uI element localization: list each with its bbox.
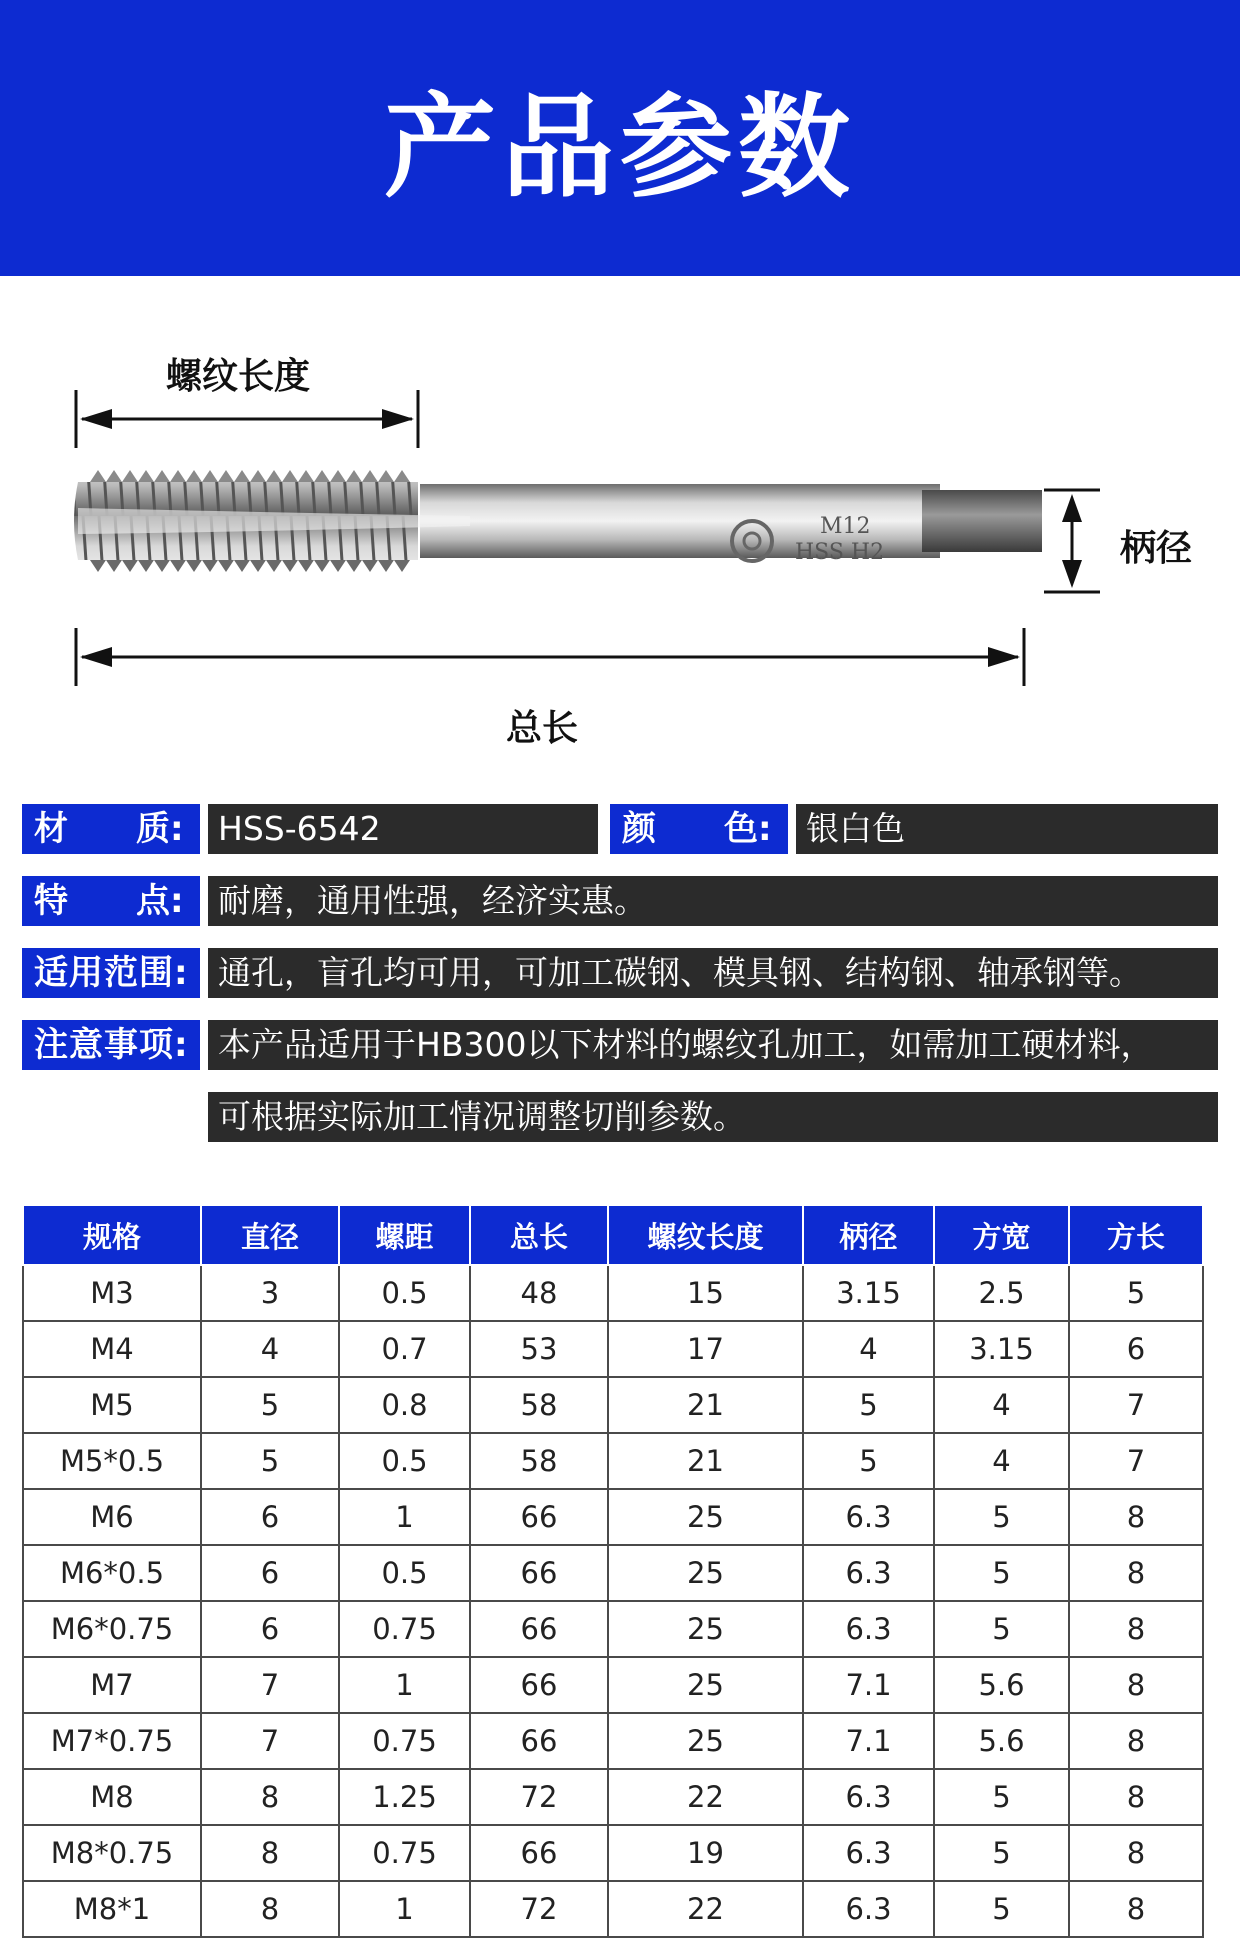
table-cell: M8*1 bbox=[23, 1881, 201, 1937]
table-cell: 58 bbox=[470, 1377, 608, 1433]
table-cell: 1.25 bbox=[339, 1769, 470, 1825]
table-cell: 8 bbox=[1069, 1713, 1203, 1769]
table-cell: 6.3 bbox=[803, 1545, 934, 1601]
table-cell: 7.1 bbox=[803, 1713, 934, 1769]
table-row bbox=[23, 1377, 1203, 1433]
feature-label: 特 点: bbox=[22, 876, 200, 926]
table-cell: 5 bbox=[934, 1489, 1069, 1545]
table-row bbox=[23, 1881, 1203, 1937]
table-cell: 21 bbox=[608, 1433, 803, 1489]
table-cell: 58 bbox=[470, 1433, 608, 1489]
table-cell: 22 bbox=[608, 1881, 803, 1937]
table-cell: 5.6 bbox=[934, 1713, 1069, 1769]
table-cell: 6.3 bbox=[803, 1769, 934, 1825]
table-cell: 17 bbox=[608, 1321, 803, 1377]
table-row bbox=[23, 1769, 1203, 1825]
table-cell: 5 bbox=[934, 1769, 1069, 1825]
table-cell: M8*0.75 bbox=[23, 1825, 201, 1881]
table-cell: 5.6 bbox=[934, 1657, 1069, 1713]
table-cell: 53 bbox=[470, 1321, 608, 1377]
table-cell: 0.75 bbox=[339, 1825, 470, 1881]
table-cell: 5 bbox=[934, 1601, 1069, 1657]
table-cell: 8 bbox=[1069, 1657, 1203, 1713]
col-header-thread-length: 螺纹长度 bbox=[608, 1205, 803, 1265]
table-cell: 4 bbox=[803, 1321, 934, 1377]
table-cell: 6 bbox=[201, 1601, 339, 1657]
table-cell: 5 bbox=[803, 1377, 934, 1433]
table-row bbox=[23, 1321, 1203, 1377]
table-cell: 25 bbox=[608, 1489, 803, 1545]
total-length-arrow-right bbox=[988, 647, 1020, 667]
feature-value: 耐磨，通用性强，经济实惠。 bbox=[208, 876, 1218, 926]
notice-value-line2: 可根据实际加工情况调整切削参数。 bbox=[208, 1092, 1218, 1142]
col-header-diameter: 直径 bbox=[201, 1205, 339, 1265]
table-cell: 22 bbox=[608, 1769, 803, 1825]
col-header-shank-diameter: 柄径 bbox=[803, 1205, 934, 1265]
color-value: 银白色 bbox=[796, 804, 1218, 854]
tap-dimension-diagram bbox=[0, 276, 1240, 796]
table-cell: 6.3 bbox=[803, 1489, 934, 1545]
table-cell: 2.5 bbox=[934, 1265, 1069, 1321]
table-cell: 0.7 bbox=[339, 1321, 470, 1377]
table-row bbox=[23, 1265, 1203, 1321]
col-header-pitch: 螺距 bbox=[339, 1205, 470, 1265]
table-cell: 3.15 bbox=[803, 1265, 934, 1321]
thread-length-arrow-right bbox=[382, 409, 414, 429]
table-cell: 5 bbox=[201, 1377, 339, 1433]
thread-length-label: 螺纹长度 bbox=[166, 356, 311, 397]
table-cell: 0.5 bbox=[339, 1265, 470, 1321]
table-cell: M5 bbox=[23, 1377, 201, 1433]
header-banner bbox=[0, 0, 1240, 276]
table-cell: 8 bbox=[201, 1825, 339, 1881]
table-cell: 5 bbox=[1069, 1265, 1203, 1321]
table-cell: 0.5 bbox=[339, 1433, 470, 1489]
table-cell: 66 bbox=[470, 1825, 608, 1881]
table-row bbox=[23, 1489, 1203, 1545]
total-length-arrow-left bbox=[80, 647, 112, 667]
table-cell: 6 bbox=[1069, 1321, 1203, 1377]
col-header-square-width: 方宽 bbox=[934, 1205, 1069, 1265]
table-cell: 1 bbox=[339, 1489, 470, 1545]
tap-square-end bbox=[922, 490, 1042, 552]
table-cell: 5 bbox=[201, 1433, 339, 1489]
table-cell: 7 bbox=[201, 1713, 339, 1769]
table-cell: M4 bbox=[23, 1321, 201, 1377]
table-row bbox=[23, 1545, 1203, 1601]
table-cell: M8 bbox=[23, 1769, 201, 1825]
thread-teeth-top bbox=[90, 470, 410, 482]
table-cell: M6*0.75 bbox=[23, 1601, 201, 1657]
tool-marking-line1: M12 bbox=[820, 514, 871, 539]
info-row-material-color bbox=[22, 804, 1218, 854]
table-cell: 8 bbox=[1069, 1489, 1203, 1545]
table-cell: 25 bbox=[608, 1601, 803, 1657]
table-cell: 7 bbox=[1069, 1377, 1203, 1433]
col-header-total-length: 总长 bbox=[470, 1205, 608, 1265]
table-cell: 66 bbox=[470, 1713, 608, 1769]
scope-label: 适用范围: bbox=[22, 948, 200, 998]
info-row-notice-cont bbox=[22, 1092, 1218, 1142]
table-cell: 6.3 bbox=[803, 1825, 934, 1881]
table-cell: 3.15 bbox=[934, 1321, 1069, 1377]
table-cell: 4 bbox=[934, 1433, 1069, 1489]
shank-arrow-bottom bbox=[1062, 560, 1082, 588]
table-row bbox=[23, 1601, 1203, 1657]
table-cell: 7.1 bbox=[803, 1657, 934, 1713]
table-cell: 21 bbox=[608, 1377, 803, 1433]
table-cell: 6.3 bbox=[803, 1601, 934, 1657]
scope-value: 通孔，盲孔均可用，可加工碳钢、模具钢、结构钢、轴承钢等。 bbox=[208, 948, 1218, 998]
table-row bbox=[23, 1713, 1203, 1769]
table-cell: 25 bbox=[608, 1713, 803, 1769]
table-cell: 5 bbox=[934, 1881, 1069, 1937]
table-cell: M5*0.5 bbox=[23, 1433, 201, 1489]
table-cell: 25 bbox=[608, 1657, 803, 1713]
table-cell: 8 bbox=[1069, 1881, 1203, 1937]
table-cell: M7 bbox=[23, 1657, 201, 1713]
shank-diameter-label: 柄径 bbox=[1120, 528, 1193, 569]
table-cell: 7 bbox=[1069, 1433, 1203, 1489]
table-cell: 8 bbox=[1069, 1769, 1203, 1825]
table-cell: 25 bbox=[608, 1545, 803, 1601]
table-cell: 72 bbox=[470, 1769, 608, 1825]
tool-marking-line2: HSS H2 bbox=[795, 540, 885, 565]
table-cell: 4 bbox=[201, 1321, 339, 1377]
table-cell: 0.75 bbox=[339, 1601, 470, 1657]
table-row bbox=[23, 1433, 1203, 1489]
shank-arrow-top bbox=[1062, 494, 1082, 522]
col-header-spec: 规格 bbox=[23, 1205, 201, 1265]
table-cell: 19 bbox=[608, 1825, 803, 1881]
table-cell: 4 bbox=[934, 1377, 1069, 1433]
table-cell: M7*0.75 bbox=[23, 1713, 201, 1769]
info-row-feature bbox=[22, 876, 1218, 926]
table-cell: 5 bbox=[934, 1545, 1069, 1601]
spec-table bbox=[22, 1204, 1204, 1938]
page-title: 产品参数 bbox=[384, 82, 856, 213]
col-header-square-length: 方长 bbox=[1069, 1205, 1203, 1265]
thread-length-arrow-left bbox=[80, 409, 112, 429]
table-cell: 3 bbox=[201, 1265, 339, 1321]
table-cell: 0.75 bbox=[339, 1713, 470, 1769]
table-cell: 66 bbox=[470, 1489, 608, 1545]
table-cell: M6*0.5 bbox=[23, 1545, 201, 1601]
table-cell: 6 bbox=[201, 1545, 339, 1601]
table-cell: 15 bbox=[608, 1265, 803, 1321]
table-cell: 8 bbox=[1069, 1545, 1203, 1601]
total-length-label: 总长 bbox=[506, 708, 579, 749]
table-row bbox=[23, 1825, 1203, 1881]
info-row-notice bbox=[22, 1020, 1218, 1070]
material-label: 材 质: bbox=[22, 804, 200, 854]
table-cell: 6 bbox=[201, 1489, 339, 1545]
table-cell: 48 bbox=[470, 1265, 608, 1321]
table-cell: 0.5 bbox=[339, 1545, 470, 1601]
table-cell: 66 bbox=[470, 1601, 608, 1657]
table-cell: 8 bbox=[1069, 1601, 1203, 1657]
table-cell: 72 bbox=[470, 1881, 608, 1937]
material-value: HSS-6542 bbox=[208, 804, 598, 854]
table-cell: 1 bbox=[339, 1657, 470, 1713]
table-cell: M6 bbox=[23, 1489, 201, 1545]
table-cell: 8 bbox=[201, 1881, 339, 1937]
table-cell: 66 bbox=[470, 1545, 608, 1601]
notice-label: 注意事项: bbox=[22, 1020, 200, 1070]
table-cell: 0.8 bbox=[339, 1377, 470, 1433]
table-cell: 1 bbox=[339, 1881, 470, 1937]
color-label: 颜 色: bbox=[610, 804, 788, 854]
thread-teeth-bottom bbox=[90, 560, 410, 572]
notice-value-line1: 本产品适用于HB300以下材料的螺纹孔加工，如需加工硬材料， bbox=[208, 1020, 1218, 1070]
table-header-row bbox=[23, 1205, 1203, 1265]
table-body bbox=[23, 1265, 1203, 1937]
table-cell: 66 bbox=[470, 1657, 608, 1713]
info-row-scope bbox=[22, 948, 1218, 998]
table-cell: 8 bbox=[1069, 1825, 1203, 1881]
table-cell: 5 bbox=[934, 1825, 1069, 1881]
table-cell: 8 bbox=[201, 1769, 339, 1825]
table-cell: 6.3 bbox=[803, 1881, 934, 1937]
table-cell: 5 bbox=[803, 1433, 934, 1489]
table-cell: 7 bbox=[201, 1657, 339, 1713]
table-cell: M3 bbox=[23, 1265, 201, 1321]
table-row bbox=[23, 1657, 1203, 1713]
